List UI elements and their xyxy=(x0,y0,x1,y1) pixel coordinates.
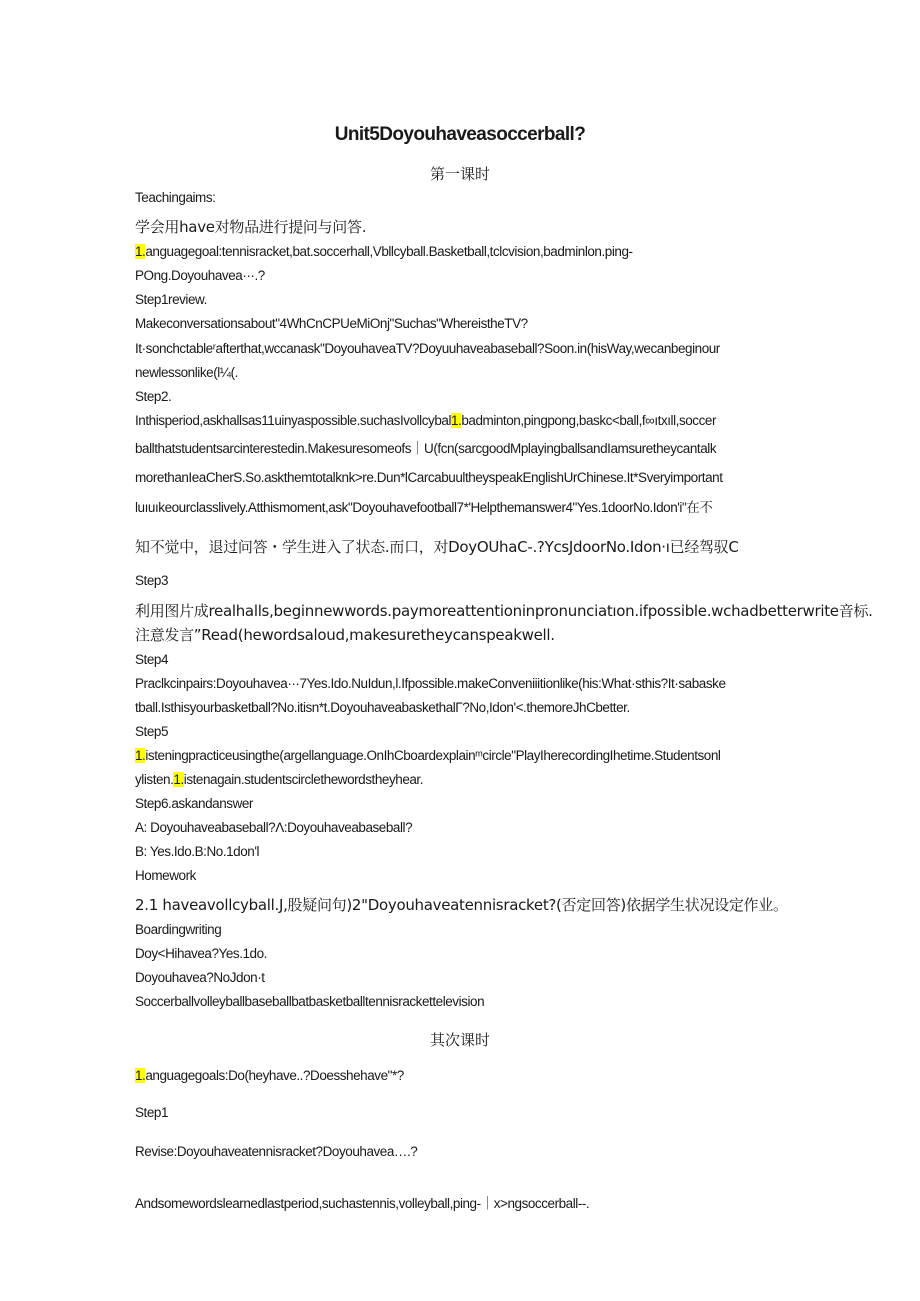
step2-text-1b: badminton,pingpong,baskc<ball,f∞ıtxıll,soccer xyxy=(461,413,717,428)
language-goal-text: anguagegoal:tennisracket,bat.soccerhall,Vbllcyball.Basketball,tclcvision,badminlon.ping- xyxy=(145,244,633,259)
boarding-heading: Boardingwriting xyxy=(135,922,222,937)
step4-text-2: tball.Isthisyourbasketball?No.itisn*t.DoyouhaveabaskethalΓ?No,Idon'<.themoreJhCbetter. xyxy=(135,700,630,715)
step2-text-3: morethanIeaCherS.So.askthemtotalknk>re.Dun*lCarcabuultheyspeakEnglishUrChinese.It*Sveryimportant xyxy=(135,470,723,485)
board-line-3: Soccerballvolleyballbaseballbatbasketballtennisrackettelevision xyxy=(135,994,485,1009)
step4-text-1: Praclkcinpairs:Doyouhavea···7Yes.Ido.NuIdun,l.Ifpossible.makeConveniiitionlike(his:What·sthis?It·sabaske xyxy=(135,676,726,691)
language-goal-cont: POng.Doyouhavea···.? xyxy=(135,268,265,283)
step2-heading: Step2. xyxy=(135,389,172,404)
highlight-mark: 1. xyxy=(135,1068,146,1083)
teaching-aims-label: Teachingaims: xyxy=(135,190,216,205)
step1-text-2: It·sonchctableʳafterthat,wccanask"DoyouhaveaTV?Doyuuhaveabaseball?Soon.in(hisWay,wecanbeginour xyxy=(135,341,720,356)
step6-line-a: A: Doyouhaveabaseball?Λ:Doyouhaveabaseball? xyxy=(135,820,413,835)
highlight-mark: 1. xyxy=(135,244,146,259)
aim-chinese: 学会用have对物品进行提问与问答. xyxy=(135,218,367,236)
step3-text-1: 利用图片成realhalls,beginnewwords.paymoreattentioninpronunciatıon.ifpossible.wchadbetterwrite音标. xyxy=(135,602,873,620)
document-title: Unit5Doyouhaveasoccerball? xyxy=(334,124,586,145)
step1-text-1: Makeconversationsabout"4WhCnCPUeMiOnj"Suchas"WhereistheTV? xyxy=(135,316,528,331)
step2-text-1 xyxy=(135,412,790,430)
highlight-mark: 1. xyxy=(135,748,146,763)
lesson2-words: Andsomewordslearnedlastperiod,suchastennis,volleyball,ping-｜x>ngsoccerball--. xyxy=(135,1196,590,1211)
board-line-2: Doyouhavea?NoJdon·t xyxy=(135,970,265,985)
step1-heading: Step1review. xyxy=(135,292,207,307)
step2-text-5: 知不觉中，退过问答・学生进入了状态.而口，对DoyOUhaC-.?YcsJdoorNo.Idon·ı已经驾驭C xyxy=(135,538,739,556)
step2-text-4: luıuıkeourclasslively.Atthismoment,ask"Doyouhavefootball7*'Helpthemanswer4"Yes.1doorNo.Idon'i"在不 xyxy=(135,500,713,515)
board-line-1: Doy<Hihavea?Yes.1do. xyxy=(135,946,267,961)
lesson2-revise: Revise:Doyouhaveatennisracket?Doyouhavea….? xyxy=(135,1144,418,1159)
step5-text-2b: istenagain.studentscirclethewordstheyhear. xyxy=(183,772,424,787)
step5-text-1 xyxy=(135,747,790,765)
lesson2-goal xyxy=(135,1067,790,1085)
lesson1-heading: 第一课时 xyxy=(429,165,490,183)
step3-heading: Step3 xyxy=(135,573,169,588)
step2-text-2: ballthatstudentsarcinterestedin.Makesuresomeofs｜U(fcn(sarcgoodMplayingballsandIamsuretheycantalk xyxy=(135,441,717,456)
lesson2-goal-text: anguagegoals:Do(heyhave..?Doesshehave"*? xyxy=(145,1068,404,1083)
step2-text-1a: Inthisperiod,askhallsas11uinyaspossible.suchasIvollcybal xyxy=(135,413,451,428)
step6-line-b: B: Yes.Ido.B:No.1don'l xyxy=(135,844,260,859)
step6-heading: Step6.askandanswer xyxy=(135,796,253,811)
highlight-mark: 1. xyxy=(173,772,184,787)
step3-text-2: 注意发言”Read(hewordsaloud,makesuretheycanspeakwell. xyxy=(135,626,555,644)
homework-heading: Homework xyxy=(135,868,196,883)
step5-text-2a: ylisten. xyxy=(135,772,174,787)
step5-text-2 xyxy=(135,771,790,789)
lesson2-heading: 其次课时 xyxy=(429,1031,490,1049)
step5-heading: Step5 xyxy=(135,724,169,739)
step5-text-1a: isteningpracticeusingthe(argellanguage.OnIhCboardexplainᵐcircle"PlayIherecordingIhetime.Studentsonl xyxy=(145,748,721,763)
step4-heading: Step4 xyxy=(135,652,169,667)
homework-text: 2.1 haveavollcyball.J,股疑问句)2"Doyouhaveatennisracket?(否定回答)依据学生状况设定作业。 xyxy=(135,896,788,914)
language-goal-line xyxy=(135,243,790,261)
step1-text-3: newlessonlike(l¼(. xyxy=(135,365,238,380)
highlight-mark: 1. xyxy=(451,413,462,428)
lesson2-step1-heading: Step1 xyxy=(135,1105,169,1120)
